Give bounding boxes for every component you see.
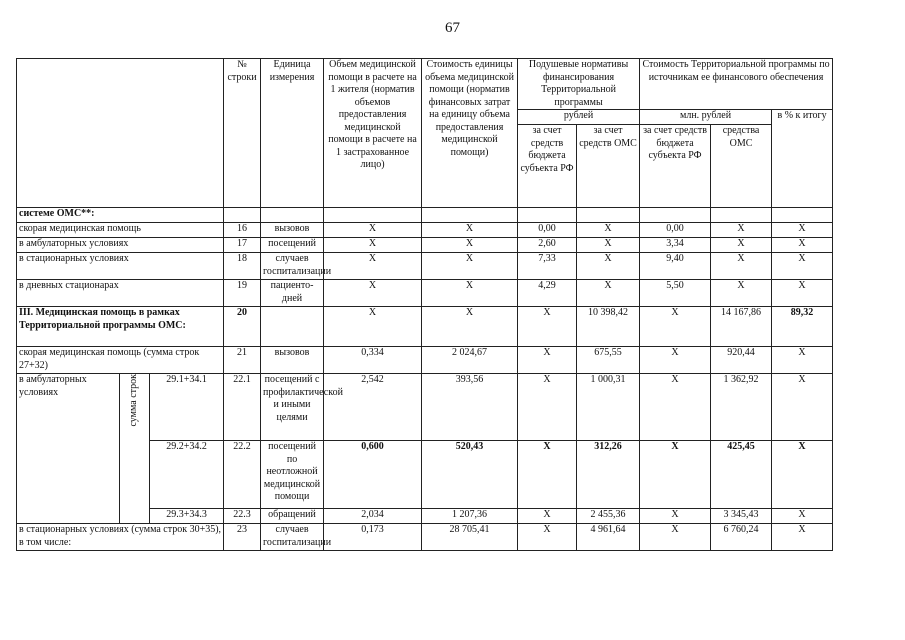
row-label: в амбулаторных условиях xyxy=(17,374,120,524)
row-volume: 2,034 xyxy=(324,509,422,524)
row-per-capita-budget: X xyxy=(518,441,577,509)
row-number: 19 xyxy=(224,280,261,307)
row-unit: пациенто-дней xyxy=(261,280,324,307)
header-unit-mln-rubles: млн. рублей xyxy=(640,110,772,125)
row-volume: X xyxy=(324,280,422,307)
header-unit-rubles: рублей xyxy=(518,110,640,125)
row-unit: вызовов xyxy=(261,347,324,374)
row-total-budget: X xyxy=(640,347,711,374)
row-per-capita-budget: 2,60 xyxy=(518,238,577,253)
row-unit: посещений с профилактической и иными целями xyxy=(261,374,324,441)
row-per-capita-budget: 0,00 xyxy=(518,223,577,238)
header-row-1 xyxy=(17,59,833,110)
row-unit-cost: 1 207,36 xyxy=(422,509,518,524)
row-label: в амбулаторных условиях xyxy=(17,238,224,253)
row-per-capita-budget: X xyxy=(518,509,577,524)
row-unit-cost: X xyxy=(422,280,518,307)
row-volume: 2,542 xyxy=(324,374,422,441)
row-number: 22.1 xyxy=(224,374,261,441)
row-per-capita-budget: X xyxy=(518,374,577,441)
row-unit-cost: 520,43 xyxy=(422,441,518,509)
table-row xyxy=(17,280,833,307)
row-per-capita-oms: X xyxy=(577,280,640,307)
table-row xyxy=(17,347,833,374)
row-per-capita-oms: X xyxy=(577,238,640,253)
row-number: 22.3 xyxy=(224,509,261,524)
row-per-capita-oms: 10 398,42 xyxy=(577,307,640,347)
row-number: 22.2 xyxy=(224,441,261,509)
row-unit: вызовов xyxy=(261,223,324,238)
header-unit-cost: Стоимость единицы объема медицинской помощи (норматив финансовых затрат на единицу объема предоставления медицинской помощи) xyxy=(422,59,518,208)
row-per-capita-oms: 2 455,36 xyxy=(577,509,640,524)
row-per-capita-oms: 312,26 xyxy=(577,441,640,509)
row-unit xyxy=(261,307,324,347)
row-per-capita-budget: 4,29 xyxy=(518,280,577,307)
header-program-cost: Стоимость Территориальной программы по источникам ее финансового обеспечения xyxy=(640,59,833,110)
header-row-number: № строки xyxy=(224,59,261,208)
row-unit: случаев госпитализации xyxy=(261,253,324,280)
row-label: скорая медицинская помощь xyxy=(17,223,224,238)
row-percent: X xyxy=(772,280,833,307)
row-percent: X xyxy=(772,524,833,551)
row-percent: X xyxy=(772,347,833,374)
row-sum-formula: 29.2+34.2 xyxy=(150,441,224,509)
page-number: 67 xyxy=(445,20,460,36)
row-percent: X xyxy=(772,238,833,253)
row-unit-cost: X xyxy=(422,307,518,347)
row-percent: X xyxy=(772,223,833,238)
row-volume: X xyxy=(324,238,422,253)
row-unit-cost: X xyxy=(422,238,518,253)
row-sum-formula: 29.1+34.1 xyxy=(150,374,224,441)
row-number: 16 xyxy=(224,223,261,238)
table-row xyxy=(17,208,833,223)
row-per-capita-oms: 675,55 xyxy=(577,347,640,374)
row-number: 21 xyxy=(224,347,261,374)
row-unit-cost: 393,56 xyxy=(422,374,518,441)
row-per-capita-budget: X xyxy=(518,307,577,347)
row-total-oms: 1 362,92 xyxy=(711,374,772,441)
row-label: в дневных стационарах xyxy=(17,280,224,307)
row-total-oms: X xyxy=(711,253,772,280)
row-total-budget: X xyxy=(640,307,711,347)
row-total-budget: X xyxy=(640,509,711,524)
row-volume: X xyxy=(324,253,422,280)
row-label: в стационарных условиях (сумма строк 30+35), в том числе: xyxy=(17,524,224,551)
header-total-oms: средства ОМС xyxy=(711,125,772,208)
row-total-budget: 5,50 xyxy=(640,280,711,307)
row-total-budget: 0,00 xyxy=(640,223,711,238)
header-per-capita-oms: за счет средств ОМС xyxy=(577,125,640,208)
sum-rows-label: сумма строк xyxy=(128,374,140,427)
row-label: системе ОМС**: xyxy=(17,208,224,223)
row-per-capita-budget: 7,33 xyxy=(518,253,577,280)
row-volume: X xyxy=(324,223,422,238)
row-per-capita-budget: X xyxy=(518,347,577,374)
row-percent: X xyxy=(772,441,833,509)
table-row xyxy=(17,307,833,347)
row-unit-cost: 2 024,67 xyxy=(422,347,518,374)
table-row xyxy=(17,238,833,253)
row-unit-cost: X xyxy=(422,253,518,280)
row-per-capita-oms: 4 961,64 xyxy=(577,524,640,551)
row-sum-formula: 29.3+34.3 xyxy=(150,509,224,524)
row-total-oms: 6 760,24 xyxy=(711,524,772,551)
table-row xyxy=(17,223,833,238)
row-label: в стационарных условиях xyxy=(17,253,224,280)
row-unit: посещений по неотложной медицинской помощи xyxy=(261,441,324,509)
row-per-capita-oms: X xyxy=(577,223,640,238)
header-per-capita: Подушевые нормативы финансирования Территориальной программы xyxy=(518,59,640,110)
header-per-capita-budget: за счет средств бюджета субъекта РФ xyxy=(518,125,577,208)
row-total-oms: 14 167,86 xyxy=(711,307,772,347)
row-volume: X xyxy=(324,307,422,347)
row-unit: посещений xyxy=(261,238,324,253)
row-total-budget: 3,34 xyxy=(640,238,711,253)
row-number: 23 xyxy=(224,524,261,551)
row-unit: обращений xyxy=(261,509,324,524)
row-per-capita-budget: X xyxy=(518,524,577,551)
row-per-capita-oms: X xyxy=(577,253,640,280)
header-unit: Единица измерения xyxy=(261,59,324,208)
row-number: 18 xyxy=(224,253,261,280)
table-row xyxy=(17,374,833,441)
row-unit-cost: X xyxy=(422,223,518,238)
row-percent: X xyxy=(772,509,833,524)
row-total-oms: 920,44 xyxy=(711,347,772,374)
header-volume: Объем медицинской помощи в расчете на 1 жителя (норматив объемов предоставления медицинской помощи в расчете на 1 застрахованное лицо) xyxy=(324,59,422,208)
row-total-budget: X xyxy=(640,524,711,551)
row-total-oms: X xyxy=(711,280,772,307)
row-unit: случаев госпитализации xyxy=(261,524,324,551)
row-label: скорая медицинская помощь (сумма строк 27+32) xyxy=(17,347,224,374)
sum-rows-label-cell xyxy=(120,374,150,524)
table-row xyxy=(17,253,833,280)
row-percent: 89,32 xyxy=(772,307,833,347)
row-volume: 0,334 xyxy=(324,347,422,374)
row-total-oms: 425,45 xyxy=(711,441,772,509)
financing-table xyxy=(16,58,833,551)
row-volume: 0,600 xyxy=(324,441,422,509)
row-total-budget: 9,40 xyxy=(640,253,711,280)
row-percent: X xyxy=(772,374,833,441)
row-total-oms: X xyxy=(711,223,772,238)
row-total-oms: 3 345,43 xyxy=(711,509,772,524)
row-per-capita-oms: 1 000,31 xyxy=(577,374,640,441)
row-percent: X xyxy=(772,253,833,280)
header-total-budget: за счет средств бюджета субъекта РФ xyxy=(640,125,711,208)
table-row xyxy=(17,524,833,551)
header-blank xyxy=(17,59,224,208)
row-unit-cost: 28 705,41 xyxy=(422,524,518,551)
row-total-budget: X xyxy=(640,441,711,509)
row-volume: 0,173 xyxy=(324,524,422,551)
row-label: III. Медицинская помощь в рамках Территориальной программы ОМС: xyxy=(17,307,224,347)
row-number: 20 xyxy=(224,307,261,347)
row-number: 17 xyxy=(224,238,261,253)
row-total-budget: X xyxy=(640,374,711,441)
row-total-oms: X xyxy=(711,238,772,253)
header-percent-total: в % к итогу xyxy=(772,110,833,208)
